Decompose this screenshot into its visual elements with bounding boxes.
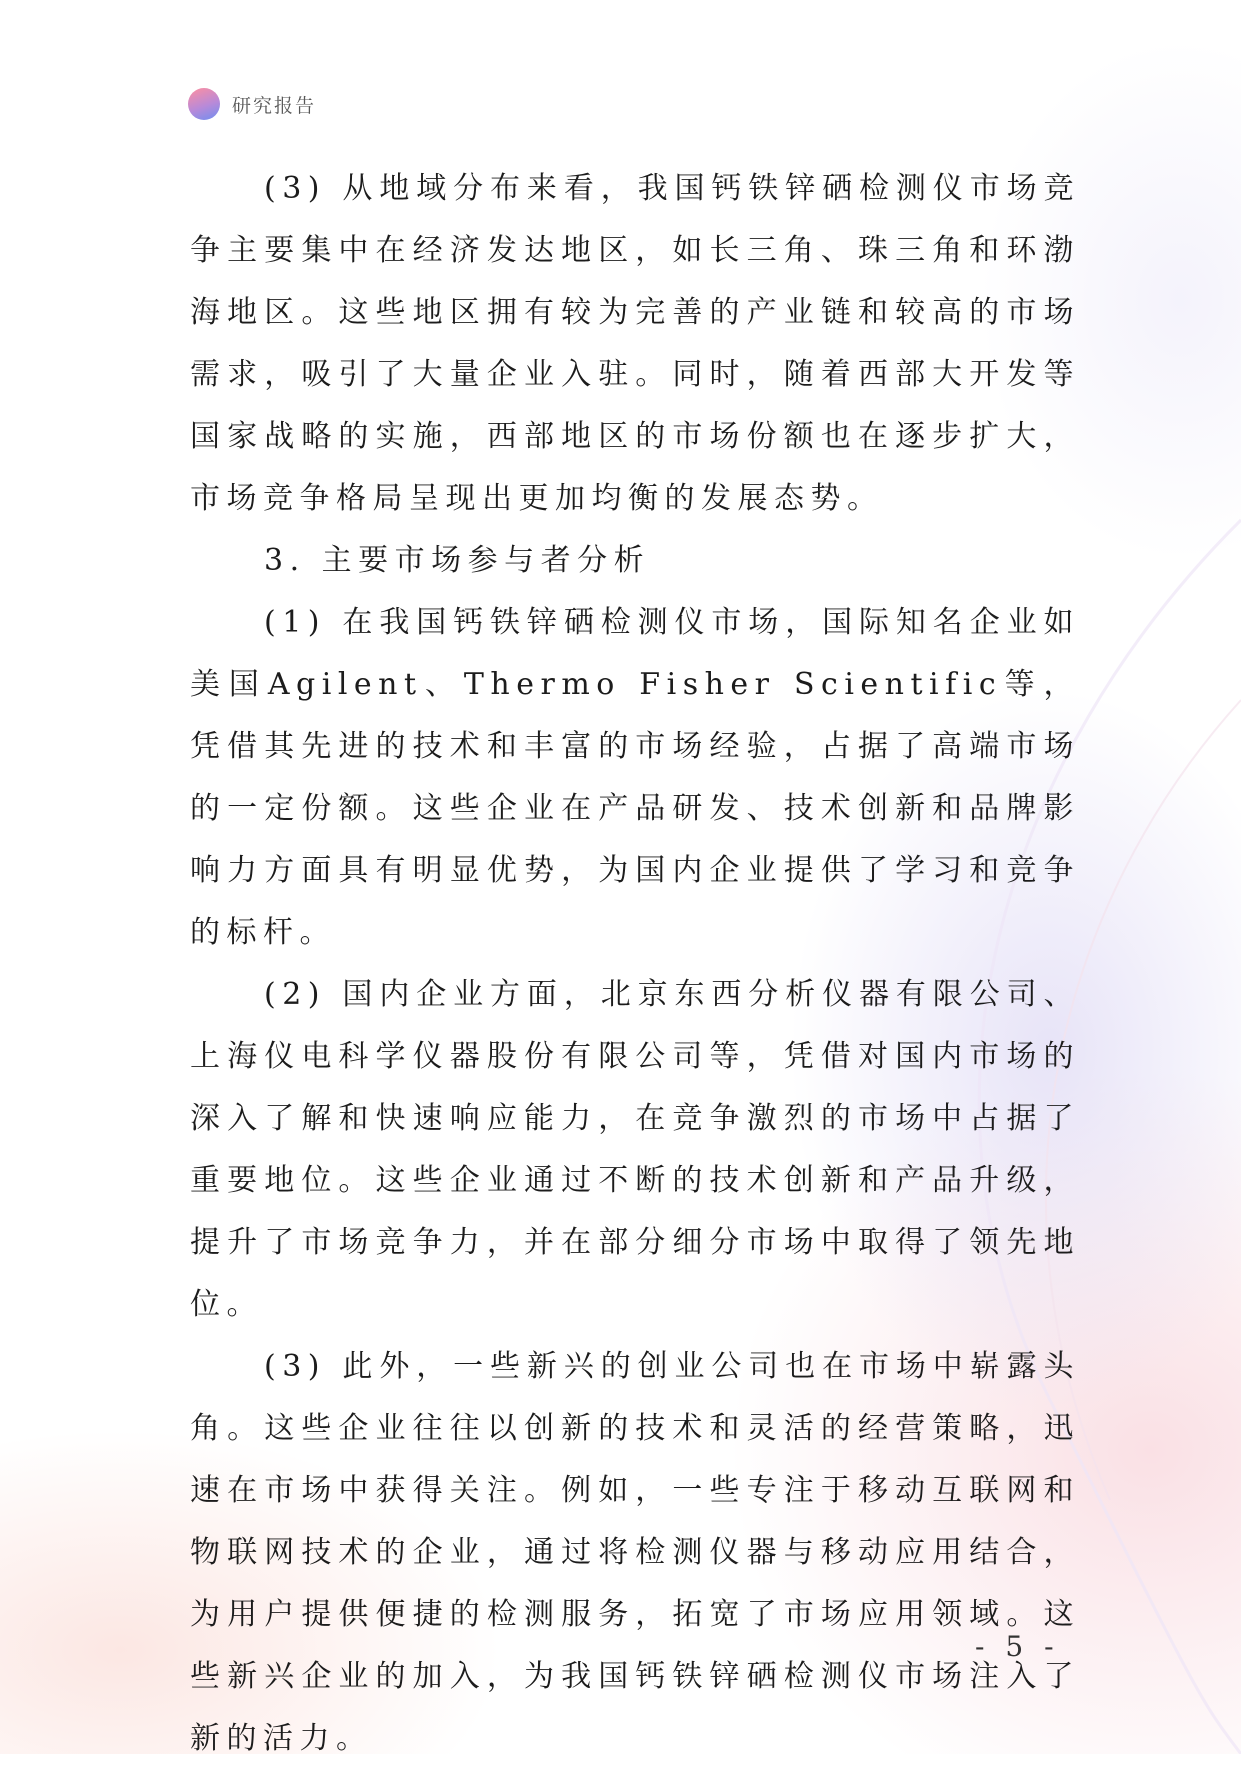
paragraph-startups: (3) 此外，一些新兴的创业公司也在市场中崭露头角。这些企业往往以创新的技术和灵活的经营策略，迅速在市场中获得关注。例如，一些专注于移动互联网和物联网技术的企业，通过将检测仪器与移动应用结合，为用户提供便捷的检测服务，拓宽了市场应用领域。这些新兴企业的加入，为我国钙铁锌硒检测仪市场注入了新的活力。 bbox=[190, 1349, 1080, 1756]
document-body bbox=[190, 158, 1080, 1770]
report-header bbox=[188, 88, 316, 120]
paragraph-regional-distribution: (3) 从地域分布来看，我国钙铁锌硒检测仪市场竞争主要集中在经济发达地区，如长三角、珠三角和环渤海地区。这些地区拥有较为完善的产业链和较高的市场需求，吸引了大量企业入驻。同时，随着西部大开发等国家战略的实施，西部地区的市场份额也在逐步扩大，市场竞争格局呈现出更加均衡的发展态势。 bbox=[190, 171, 1080, 516]
paragraph-international-companies: (1) 在我国钙铁锌硒检测仪市场，国际知名企业如美国Agilent、Thermo Fisher Scientific等，凭借其先进的技术和丰富的市场经验，占据了高端市场的一定份额。这些企业在产品研发、技术创新和品牌影响力方面具有明显优势，为国内企业提供了学习和竞争的标杆。 bbox=[190, 605, 1080, 950]
paragraph-domestic-companies: (2) 国内企业方面，北京东西分析仪器有限公司、上海仪电科学仪器股份有限公司等，凭借对国内市场的深入了解和快速响应能力，在竞争激烈的市场中占据了重要地位。这些企业通过不断的技术创新和产品升级，提升了市场竞争力，并在部分细分市场中取得了领先地位。 bbox=[190, 977, 1080, 1322]
section-heading: 3. 主要市场参与者分析 bbox=[264, 543, 651, 578]
logo-circle-icon bbox=[188, 88, 220, 120]
header-title: 研究报告 bbox=[232, 94, 317, 117]
page-number: - 5 - bbox=[975, 1630, 1060, 1663]
